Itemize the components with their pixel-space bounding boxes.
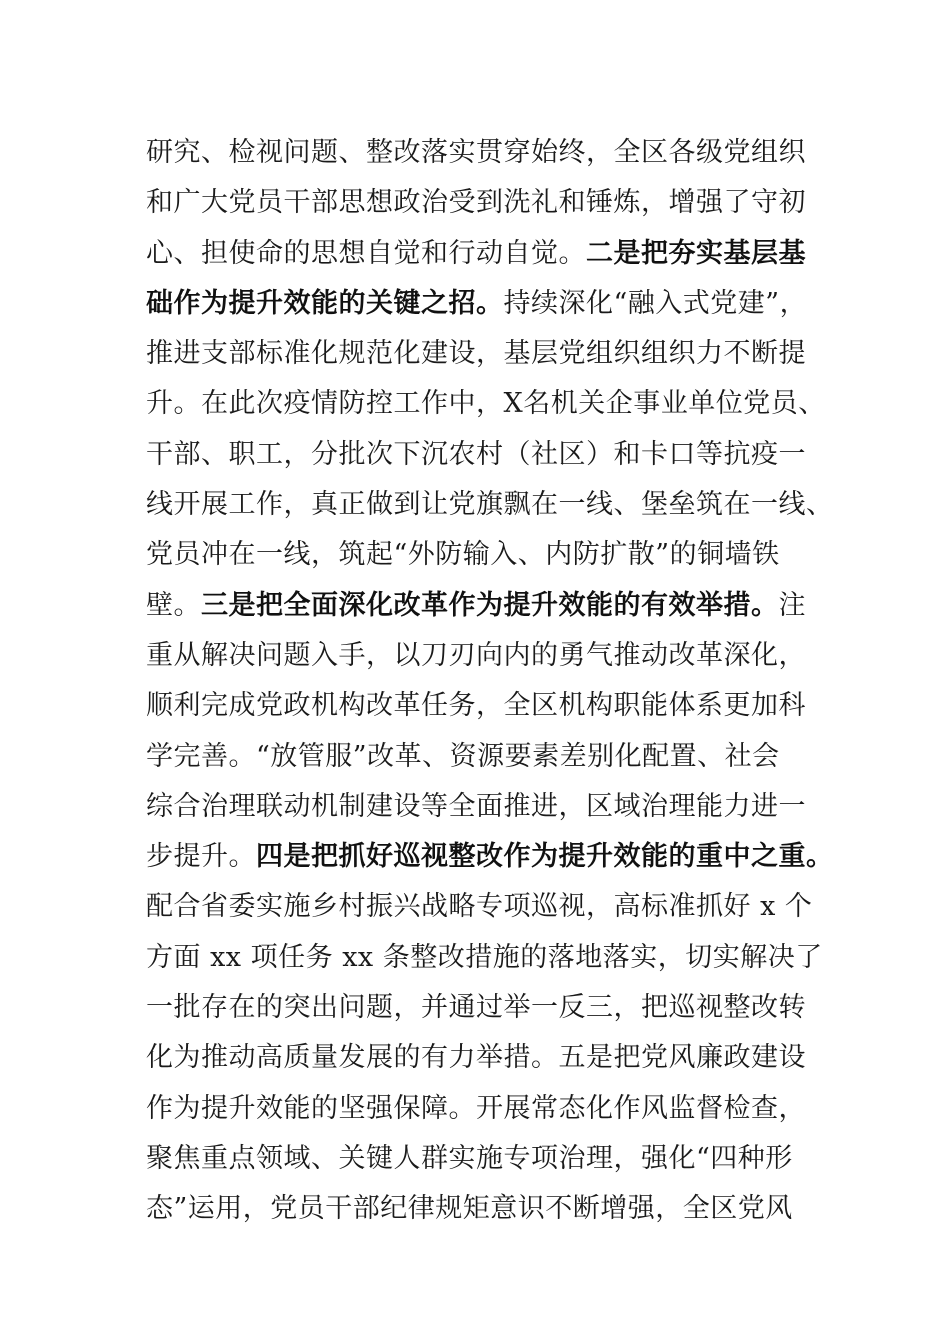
body-text (146, 128, 836, 1235)
body-text-run: 聚焦重点领域、关键人群实施专项治理，强化“四种形 (146, 1142, 793, 1174)
text-line (146, 782, 836, 832)
text-line (146, 178, 836, 228)
text-line (146, 882, 836, 932)
body-text-run: 配合省委实施乡村振兴战略专项巡视，高标准抓好 x 个 (146, 891, 813, 923)
body-text-run: 持续深化“融入式党建”， (503, 287, 808, 319)
body-text-run: 学完善。“放管服”改革、资源要素差别化配置、社会 (146, 740, 780, 772)
text-line (146, 279, 836, 329)
text-line (146, 732, 836, 782)
text-line (146, 430, 836, 480)
text-line (146, 229, 836, 279)
body-text-run: 重从解决问题入手，以刀刃向内的勇气推动改革深化， (146, 639, 806, 671)
body-text-run: 推进支部标准化规范化建设，基层党组织组织力不断提 (146, 338, 806, 370)
bold-heading-text: 四是把抓好巡视整改作为提升效能的重中之重。 (256, 841, 834, 873)
body-text-run: 一批存在的突出问题，并通过举一反三，把巡视整改转 (146, 992, 806, 1024)
body-text-run: 升。在此次疫情防控工作中，X名机关企事业单位党员、 (146, 388, 826, 420)
body-text-run: 线开展工作，真正做到让党旗飘在一线、堡垒筑在一线、 (146, 489, 834, 521)
body-text-run: 党员冲在一线，筑起“外防输入、内防扩散”的铜墙铁 (146, 539, 780, 571)
body-text-run: 干部、职工，分批次下沉农村（社区）和卡口等抗疫一 (146, 438, 806, 470)
body-text-run: 心、担使命的思想自觉和行动自觉。 (146, 237, 586, 269)
text-line (146, 832, 836, 882)
text-line (146, 379, 836, 429)
text-line (146, 1084, 836, 1134)
text-line (146, 128, 836, 178)
body-text-run: 顺利完成党政机构改革任务，全区机构职能体系更加科 (146, 690, 806, 722)
body-text-run: 作为提升效能的坚强保障。开展常态化作风监督检查， (146, 1092, 806, 1124)
text-line (146, 329, 836, 379)
text-line (146, 1033, 836, 1083)
body-text-run: 和广大党员干部思想政治受到洗礼和锤炼，增强了守初 (146, 187, 806, 219)
text-line (146, 480, 836, 530)
body-text-run: 态”运用，党员干部纪律规矩意识不断增强，全区党风 (146, 1193, 793, 1225)
text-line (146, 933, 836, 983)
body-text-run: 注 (778, 589, 806, 621)
text-line (146, 1184, 836, 1234)
body-text-run: 壁。 (146, 589, 201, 621)
body-text-run: 研究、检视问题、整改落实贯穿始终，全区各级党组织 (146, 137, 806, 168)
bold-heading-text: 二是把夯实基层基 (586, 237, 806, 269)
body-text-run: 步提升。 (146, 841, 256, 873)
bold-heading-text: 础作为提升效能的关键之招。 (146, 287, 504, 319)
text-line (146, 631, 836, 681)
text-line (146, 983, 836, 1033)
text-line (146, 1134, 836, 1184)
text-line (146, 681, 836, 731)
text-line (146, 581, 836, 631)
body-text-run: 方面 xx 项任务 xx 条整改措施的落地落实，切实解决了 (146, 941, 823, 973)
bold-heading-text: 三是把全面深化改革作为提升效能的有效举措。 (201, 589, 779, 621)
body-text-run: 综合治理联动机制建设等全面推进，区域治理能力进一 (146, 790, 806, 822)
text-line (146, 530, 836, 580)
body-text-run: 化为推动高质量发展的有力举措。五是把党风廉政建设 (146, 1042, 806, 1074)
